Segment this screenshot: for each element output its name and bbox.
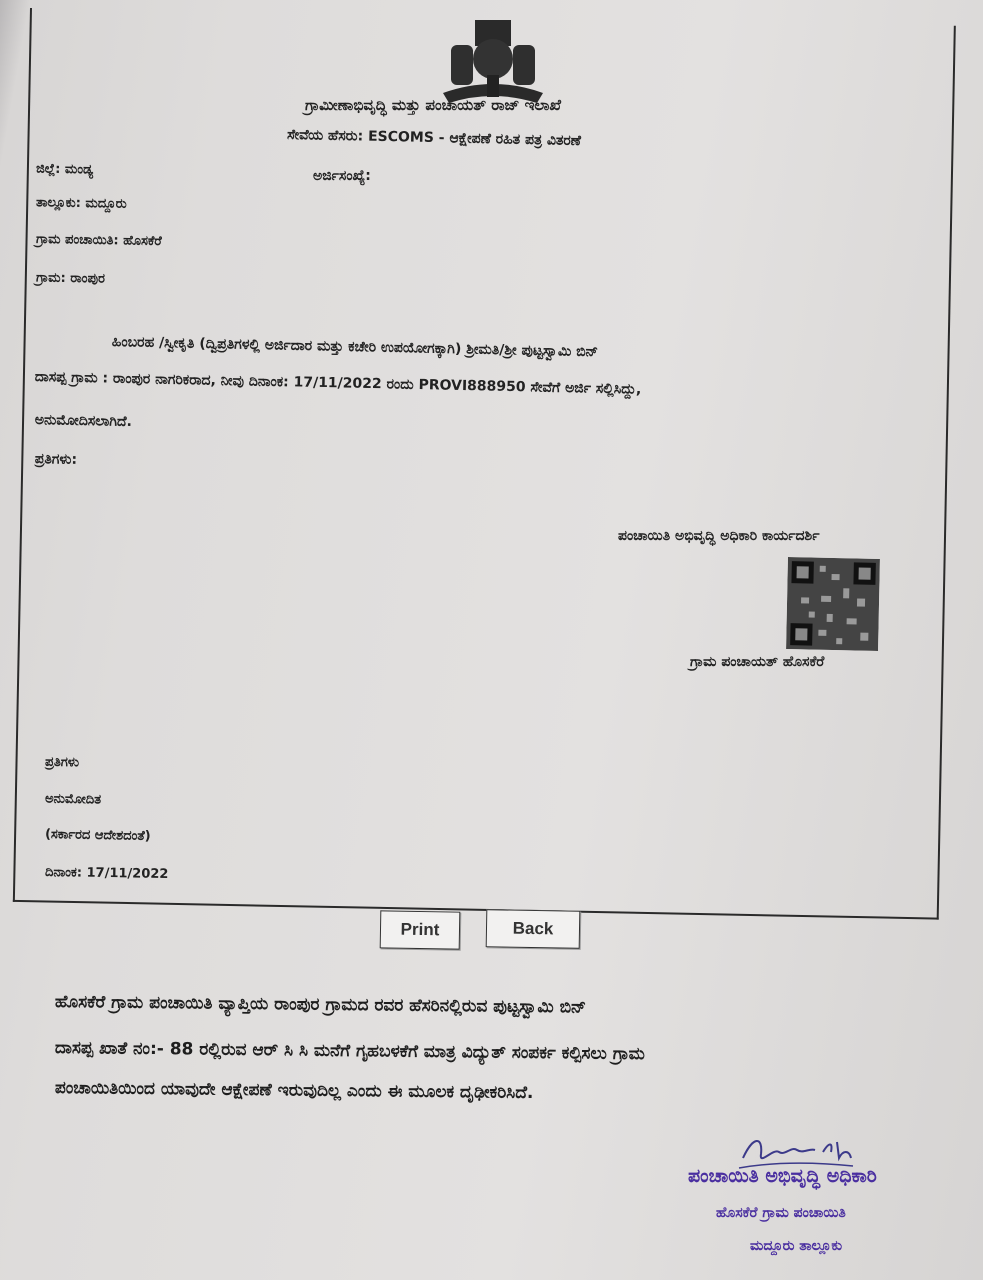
stamp-designation: ಪಂಚಾಯಿತಿ ಅಭಿವೃದ್ಧಿ ಅಧಿಕಾರಿ xyxy=(688,1165,877,1187)
certification-line-1: ಹೊಸಕೆರೆ ಗ್ರಾಮ ಪಂಚಾಯಿತಿ ವ್ಯಾಪ್ತಿಯ ರಾಂಪುರ ಗ್ರಾಮದ ರವರ ಹೆಸರಿನಲ್ಲಿರುವ ಪುಟ್ಟಸ್ವಾಮಿ ಬಿನ್ xyxy=(54,992,587,1018)
approved-label: ಅನುಮೋದಿತ xyxy=(44,791,102,808)
government-order-label: (ಸರ್ಕಾರದ ಆದೇಶದಂತೆ) xyxy=(44,827,151,844)
gram-panchayat-name: ಗ್ರಾಮ ಪಂಚಾಯತ್ ಹೊಸಕೆರೆ xyxy=(690,654,825,670)
state-emblem-icon xyxy=(437,15,549,107)
department-name: ಗ್ರಾಮೀಣಾಭಿವೃದ್ಧಿ ಮತ್ತು ಪಂಚಾಯತ್ ರಾಜ್ ಇಲಾಖೆ xyxy=(305,96,561,114)
back-button[interactable]: Back xyxy=(486,909,581,949)
acknowledgement-line-2: ದಾಸಪ್ಪ ಗ್ರಾಮ : ರಾಂಪುರ ನಾಗರಿಕರಾದ, ನೀವು ದಿನಾಂಕ: 17/11/2022 ರಂದು PROVI888950 ಸೇವೆಗೆ ಅರ್ಜಿ ಸಲ್ಲಿಸಿದ್ದು, xyxy=(34,369,642,398)
application-number-label: ಅರ್ಜಿಸಂಖ್ಯೆ: xyxy=(313,168,371,184)
date-footer: ದಿನಾಂಕ: 17/11/2022 xyxy=(44,864,169,883)
village-field: ಗ್ರಾಮ: ರಾಂಪುರ xyxy=(35,270,106,287)
copies-to-label: ಪ್ರತಿಗಳು: xyxy=(34,451,78,468)
gram-panchayat-field: ಗ್ರಾಮ ಪಂಚಾಯಿತಿ: ಹೊಸಕೆರೆ xyxy=(35,231,162,250)
print-button[interactable]: Print xyxy=(380,910,461,949)
officer-designation: ಪಂಚಾಯಿತಿ ಅಭಿವೃದ್ಧಿ ಅಧಿಕಾರಿ ಕಾರ್ಯದರ್ಶಿ xyxy=(618,528,820,544)
district-field: ಜಿಲ್ಲೆ: ಮಂಡ್ಯ xyxy=(35,161,94,178)
copies-to-footer: ಪ್ರತಿಗಳು xyxy=(44,754,80,771)
stamp-panchayat: ಹೊಸಕೆರೆ ಗ್ರಾಮ ಪಂಚಾಯಿತಿ xyxy=(716,1205,846,1221)
stamp-taluk: ಮದ್ದೂರು ತಾಲ್ಲೂಕು xyxy=(750,1238,843,1254)
qr-code-icon xyxy=(786,557,880,651)
certification-line-2: ದಾಸಪ್ಪ ಖಾತೆ ನಂ:- 88 ರಲ್ಲಿರುವ ಆರ್ ಸಿ ಸಿ ಮನೆಗೆ ಗೃಹಬಳಕೆಗೆ ಮಾತ್ರ ವಿದ್ಯುತ್ ಸಂಪರ್ಕ ಕಲ್ಪಿಸಲು ಗ್ರಾಮ xyxy=(54,1038,645,1065)
acknowledgement-line-1: ಹಿಂಬರಹ /ಸ್ವೀಕೃತಿ (ದ್ವಿಪ್ರತಿಗಳಲ್ಲಿ ಅರ್ಜಿದಾರ ಮತ್ತು ಕಚೇರಿ ಉಪಯೋಗಕ್ಕಾಗಿ) ಶ್ರೀಮತಿ/ಶ್ರೀ ಪುಟ್ಟಸ್ವಾಮಿ ಬಿನ್ xyxy=(111,334,599,361)
acknowledgement-line-3: ಅನುಮೋದಿಸಲಾಗಿದೆ. xyxy=(34,412,133,431)
certification-line-3: ಪಂಚಾಯಿತಿಯಿಂದ ಯಾವುದೇ ಆಕ್ಷೇಪಣೆ ಇರುವುದಿಲ್ಲ ಎಂದು ಈ ಮೂಲಕ ದೃಢೀಕರಿಸಿದೆ. xyxy=(54,1078,534,1104)
taluk-field: ತಾಲ್ಲೂಕು: ಮದ್ದೂರು xyxy=(35,195,127,212)
service-name: ಸೇವೆಯ ಹೆಸರು: ESCOMS - ಆಕ್ಷೇಪಣೆ ರಹಿತ ಪತ್ರ ವಿತರಣೆ xyxy=(286,126,582,150)
